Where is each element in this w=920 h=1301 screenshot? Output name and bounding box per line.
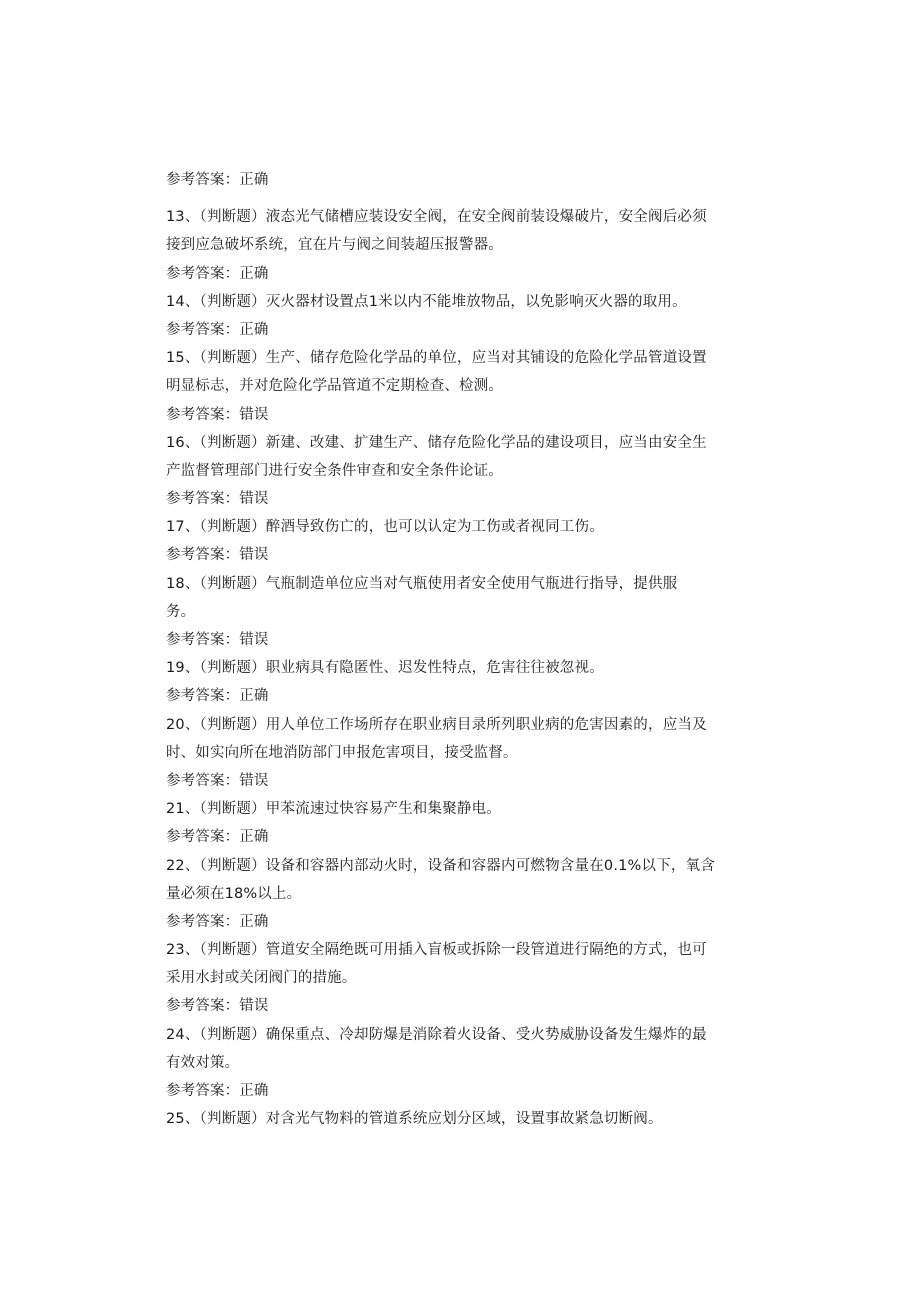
answer-value: 错误 — [239, 772, 269, 789]
question-text-line: 14、（判断题）灭火器材设置点1米以内不能堆放物品，以免影响灭火器的取用。 — [166, 293, 687, 310]
answer-value: 错误 — [239, 632, 269, 648]
question-text-line: 量必须在18%以上。 — [166, 885, 302, 902]
question-item — [166, 288, 756, 344]
question-item — [166, 852, 756, 937]
question-text-line: 务。 — [166, 603, 196, 620]
question-text-line: 18、（判断题）气瓶制造单位应当对气瓶使用者安全使用气瓶进行指导，提供服 — [166, 575, 678, 592]
question-text-line: 21、（判断题）甲苯流速过快容易产生和集聚静电。 — [166, 801, 501, 818]
answer-label: 参考答案： — [166, 998, 240, 1015]
question-item — [166, 711, 756, 796]
question-list — [166, 166, 756, 1133]
question-text-line: 16、（判断题）新建、改建、扩建生产、储存危险化学品的建设项目，应当由安全生 — [166, 434, 707, 451]
question-text-line: 24、（判断题）确保重点、冷却防爆是消除着火设备、受火势威胁设备发生爆炸的最 — [166, 1026, 707, 1043]
question-item — [166, 1105, 756, 1133]
question-item — [166, 429, 756, 514]
question-text-line: 19、（判断题）职业病具有隐匿性、迟发性特点，危害往往被忽视。 — [166, 660, 604, 677]
answer-label: 参考答案： — [166, 491, 240, 508]
answer-label: 参考答案： — [166, 406, 240, 423]
answer-value: 正确 — [239, 321, 269, 338]
question-item — [166, 1021, 756, 1106]
question-text-line: 25、（判断题）对含光气物料的管道系统应划分区域，设置事故紧急切断阀。 — [166, 1111, 663, 1128]
question-item — [166, 513, 756, 569]
answer-line — [166, 401, 756, 429]
answer-line — [166, 682, 756, 710]
question-text-line: 22、（判断题）设备和容器内部动火时，设备和容器内可燃物含量在0.1%以下，氧含 — [166, 857, 716, 874]
answer-line — [166, 260, 756, 288]
answer-line — [166, 316, 756, 344]
question-text-line: 13、（判断题）液态光气储槽应装设安全阀，在安全阀前装设爆破片，安全阀后必须 — [166, 209, 707, 226]
answer-value: 正确 — [239, 1083, 269, 1099]
answer-label: 参考答案： — [166, 829, 240, 846]
question-text-line: 20、（判断题）用人单位工作场所存在职业病目录所列职业病的危害因素的，应当及 — [166, 716, 707, 733]
question-text-line: 产监督管理部门进行安全条件审查和安全条件论证。 — [166, 462, 503, 479]
answer-line — [166, 1077, 756, 1105]
answer-value: 错误 — [239, 491, 269, 508]
answer-value: 错误 — [239, 998, 269, 1015]
answer-label: 参考答案： — [166, 172, 240, 188]
answer-label: 参考答案： — [166, 321, 240, 338]
answer-label: 参考答案： — [166, 265, 240, 282]
answer-label: 参考答案： — [166, 913, 240, 930]
answer-line — [166, 541, 756, 569]
question-text-line: 接到应急破坏系统，宜在片与阀之间装超压报警器。 — [166, 237, 503, 254]
answer-line — [166, 626, 756, 654]
answer-label: 参考答案： — [166, 688, 240, 705]
answer-value: 正确 — [239, 829, 269, 846]
answer-line — [166, 908, 756, 936]
question-item — [166, 654, 756, 710]
answer-value: 正确 — [239, 172, 269, 188]
answer-label: 参考答案： — [166, 772, 240, 789]
answer-line — [166, 485, 756, 513]
answer-value: 错误 — [239, 406, 269, 423]
question-text-line: 15、（判断题）生产、储存危险化学品的单位，应当对其铺设的危险化学品管道设置 — [166, 350, 707, 367]
answer-line — [166, 992, 756, 1020]
question-text-line: 有效对策。 — [166, 1054, 240, 1071]
answer-line — [166, 767, 756, 795]
answer-value: 正确 — [239, 913, 269, 930]
question-item — [166, 936, 756, 1021]
answer-label: 参考答案： — [166, 632, 240, 648]
question-item — [166, 570, 756, 655]
question-text-line: 时、如实向所在地消防部门申报危害项目，接受监督。 — [166, 744, 518, 761]
answer-label: 参考答案： — [166, 1083, 240, 1099]
question-item — [166, 344, 756, 429]
question-text-line: 23、（判断题）管道安全隔绝既可用插入盲板或拆除一段管道进行隔绝的方式，也可 — [166, 942, 707, 959]
answer-line — [166, 166, 756, 194]
question-text-line: 明显标志，并对危险化学品管道不定期检查、检测。 — [166, 378, 503, 395]
question-item — [166, 203, 756, 288]
answer-value: 正确 — [239, 265, 269, 282]
answer-label: 参考答案： — [166, 547, 240, 564]
question-text-line: 17、（判断题）醉酒导致伤亡的，也可以认定为工伤或者视同工伤。 — [166, 519, 604, 536]
answer-value: 正确 — [239, 688, 269, 705]
question-text-line: 采用水封或关闭阀门的措施。 — [166, 970, 357, 987]
answer-value: 错误 — [239, 547, 269, 564]
answer-line — [166, 823, 756, 851]
question-item — [166, 795, 756, 851]
